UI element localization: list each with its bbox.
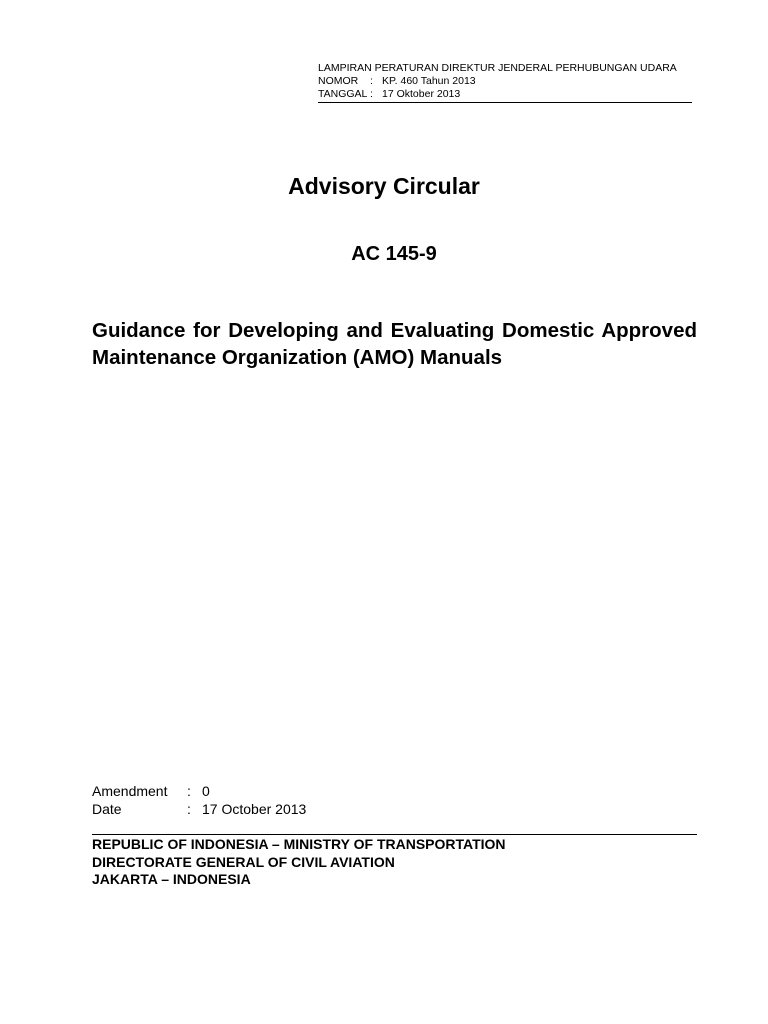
nomor-separator: : [370,75,373,87]
document-subject: Guidance for Developing and Evaluating Domestic Approved Maintenance Organization (AMO) Manuals [92,319,697,369]
amendment-label: Amendment [92,783,168,799]
tanggal-value: 17 Oktober 2013 [382,88,461,100]
tanggal-row [318,88,692,101]
date-value: 17 October 2013 [202,801,307,817]
authority-line-directorate: DIRECTORATE GENERAL OF CIVIL AVIATION [92,853,395,870]
nomor-label: NOMOR [318,75,359,87]
amendment-separator: : [187,783,191,799]
document-type-title: Advisory Circular [288,173,480,199]
authority-line-location: JAKARTA – INDONESIA [92,871,251,887]
regulation-title: LAMPIRAN PERATURAN DIREKTUR JENDERAL PERHUBUNGAN UDARA [318,62,677,74]
date-separator: : [187,801,191,817]
amendment-info [92,782,306,818]
footer-divider [92,834,697,835]
nomor-row [318,75,692,88]
authority-line-ministry: REPUBLIC OF INDONESIA – MINISTRY OF TRANSPORTATION [92,836,506,852]
tanggal-separator: : [370,88,373,100]
amendment-value: 0 [202,783,210,799]
date-row [92,800,306,818]
amendment-row [92,782,306,800]
nomor-value: KP. 460 Tahun 2013 [382,75,476,87]
issuing-authority [92,836,506,889]
date-label: Date [92,801,122,817]
tanggal-label: TANGGAL [318,88,368,100]
header-divider [318,102,692,103]
regulation-header [318,62,692,101]
document-number: AC 145-9 [351,243,437,265]
